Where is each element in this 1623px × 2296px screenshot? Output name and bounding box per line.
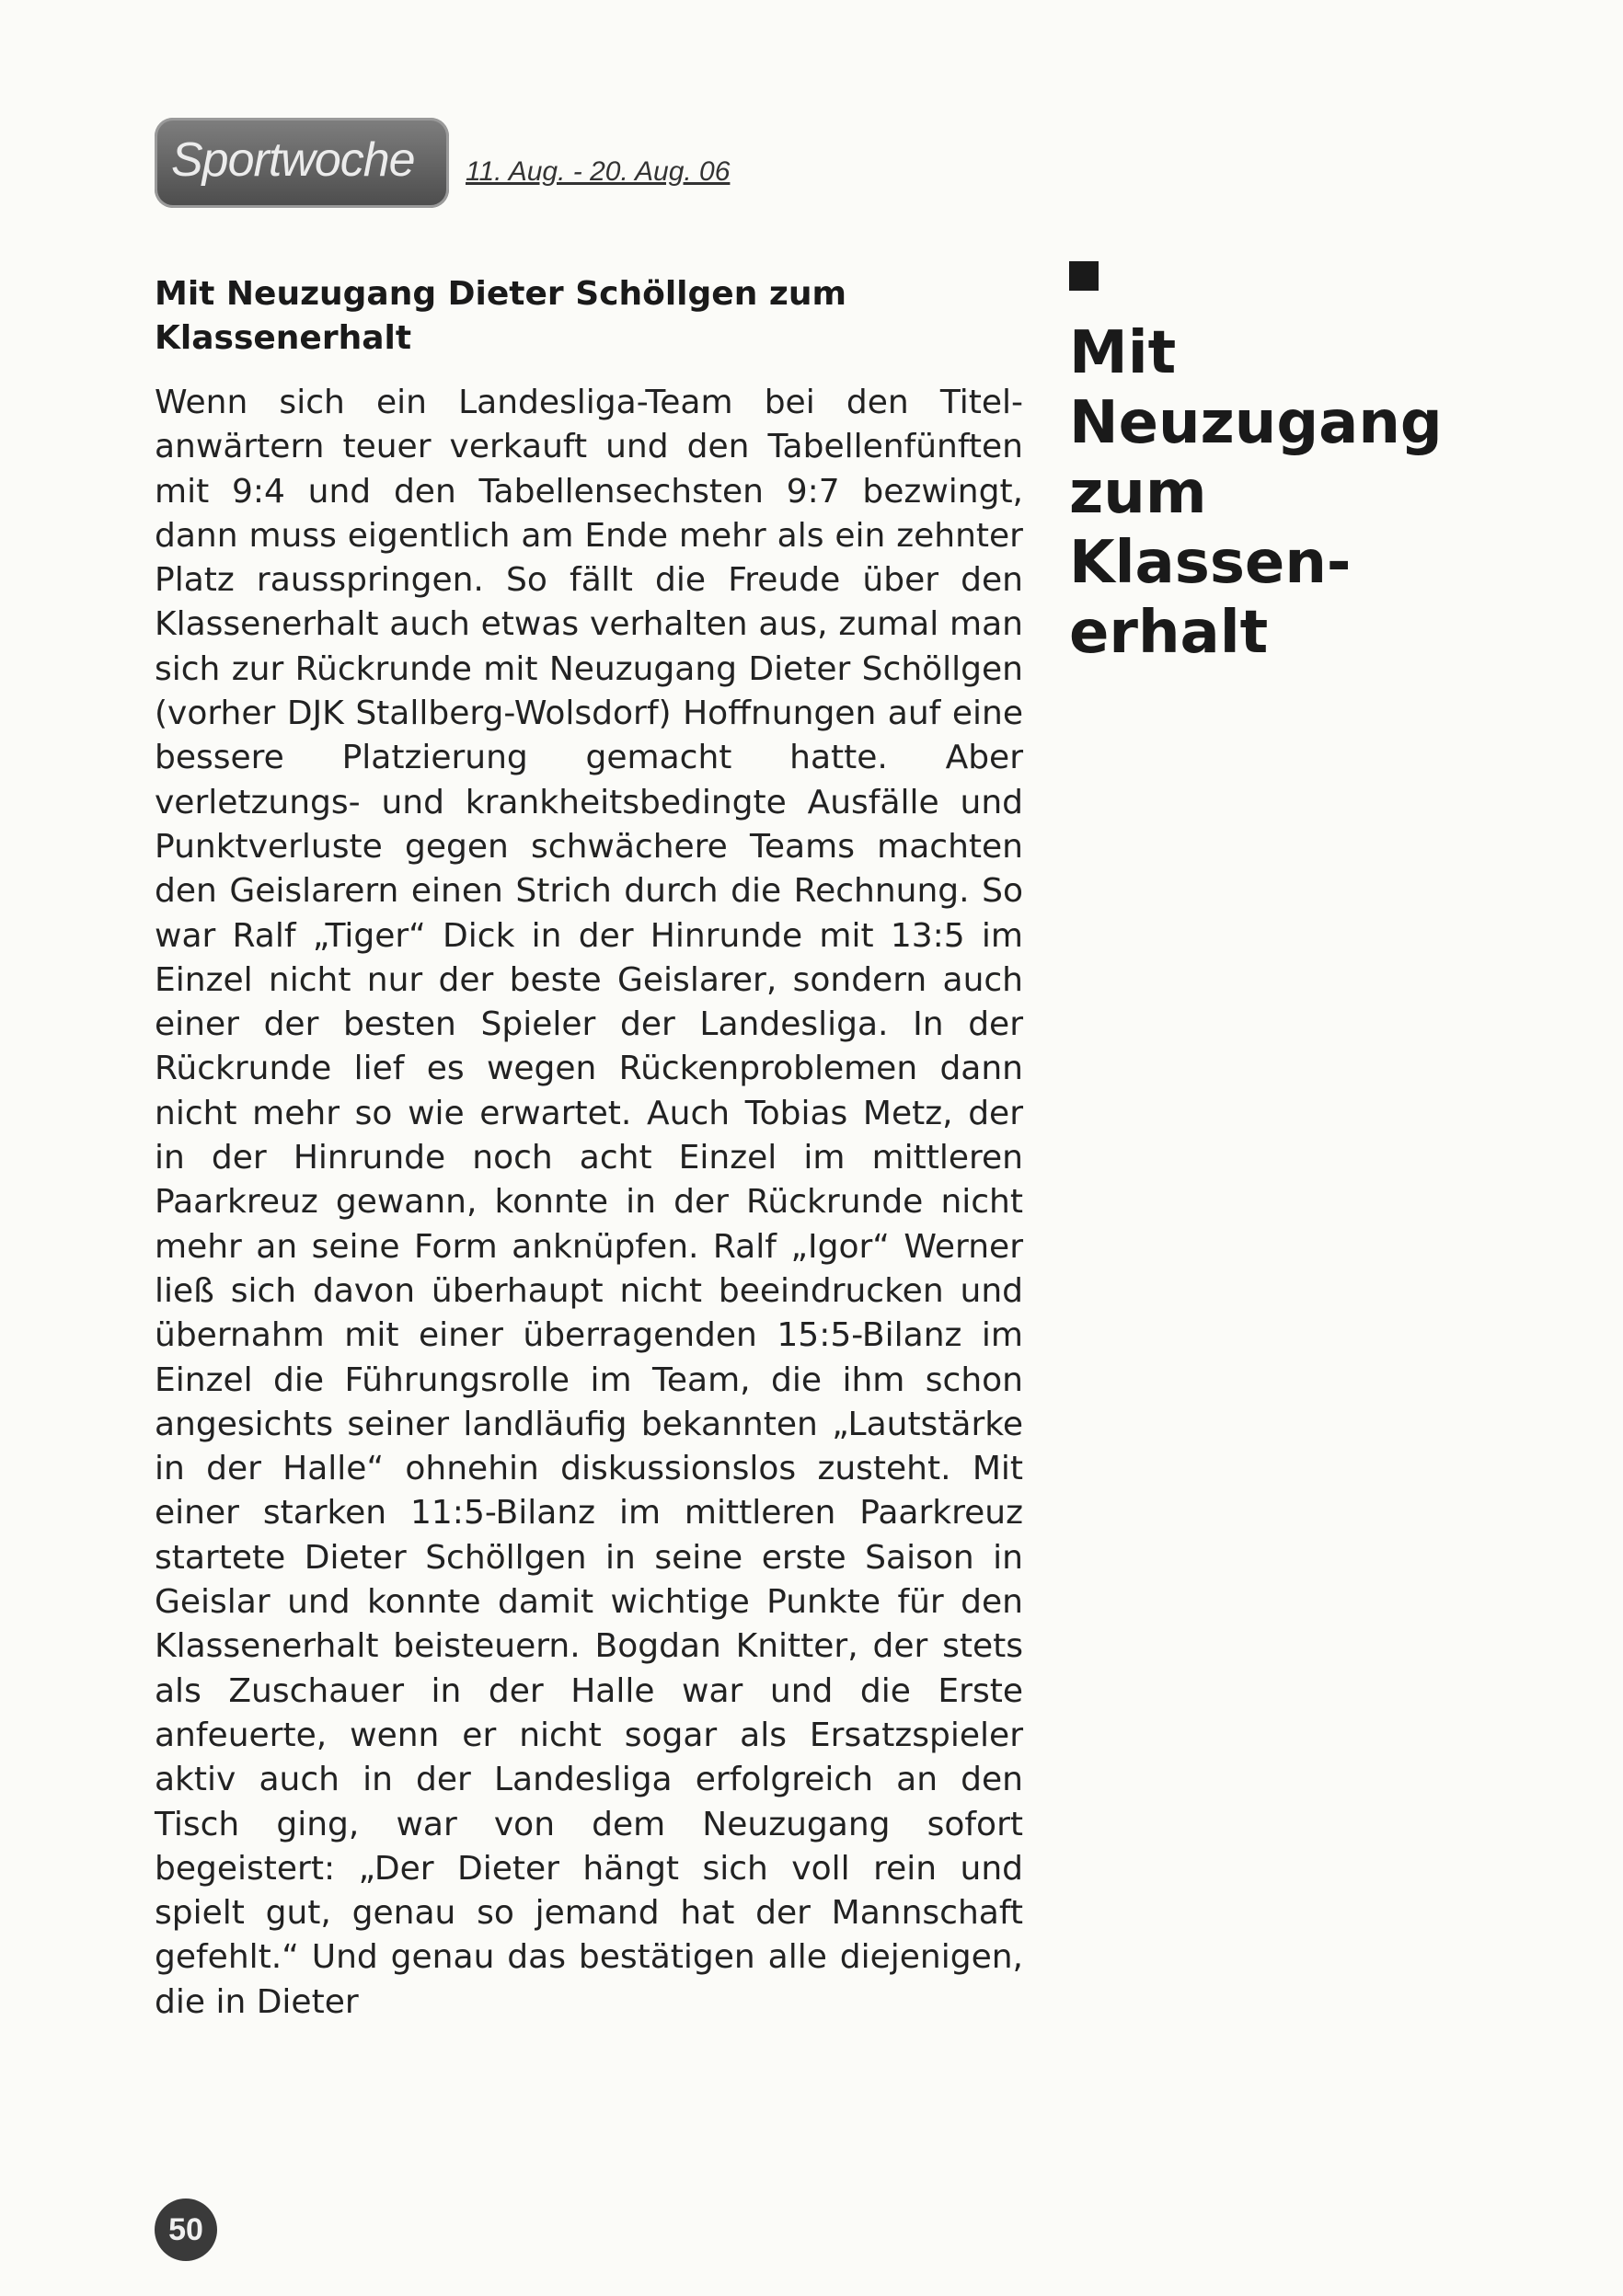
sidebar-title: Mit Neuzugang zum Klassen- erhalt xyxy=(1069,319,1443,667)
square-bullet-icon xyxy=(1069,261,1099,291)
date-range: 11. Aug. - 20. Aug. 06 xyxy=(466,156,731,187)
section-badge xyxy=(155,118,449,208)
page-number: 50 xyxy=(155,2198,217,2261)
section-label: Sportwoche xyxy=(171,133,415,187)
article-body: Wenn sich ein Landesliga-Team bei den Titelanwärtern teuer verkauft und den Tabellenfünften mit 9:4 und den Tabellensechsten 9:7 bezwingt, dann muss eigentlich am Ende mehr als ein zehnter Platz rausspringen. So fällt die Freude über den Klassenerhalt auch etwas verhalten aus, zumal man sich zur Rückrunde mit Neuzugang Dieter Schöllgen (vorher DJK Stallberg-Wolsdorf) Hoffnungen auf eine bessere Platzierung gemacht hatte. Aber verletzungs- und krankheitsbedingte Ausfälle und Punktverluste gegen schwächere Teams machten den Geislarern einen Strich durch die Rechnung. So war Ralf „Tiger“ Dick in der Hinrunde mit 13:5 im Einzel nicht nur der beste Geislarer, sondern auch einer der besten Spieler der Landesliga. In der Rückrunde lief es wegen Rückenproblemen dann nicht mehr so wie erwartet. Auch Tobias Metz, der in der Hinrunde noch acht Einzel im mittleren Paarkreuz gewann, konnte in der Rückrunde nicht mehr an seine Form anknüpfen. Ralf „Igor“ Werner ließ sich davon überhaupt nicht beeindrucken und übernahm mit einer überragenden 15:5-Bilanz im Einzel die Führungsrolle im Team, die ihm schon angesichts seiner landläufig bekannten „Lautstärke in der Halle“ ohnehin diskussionslos zusteht. Mit einer starken 11:5-Bilanz im mittleren Paarkreuz startete Dieter Schöllgen in seine erste Saison in Geislar und konnte damit wichtige Punkte für den Klassenerhalt beisteuern. Bogdan Knitter, der stets als Zuschauer in der Halle war und die Erste anfeuerte, wenn er nicht sogar als Ersatzspieler aktiv auch in der Landesliga erfolgreich an den Tisch ging, war von dem Neuzugang sofort begeistert: „Der Dieter hängt sich voll rein und spielt gut, genau so jemand hat der Mannschaft gefehlt.“ Und genau das bestätigen alle diejenigen, die in Dieter xyxy=(155,384,1023,2021)
sidebar-headline xyxy=(1069,261,1584,668)
article-title: Mit Neuzugang Dieter Schöllgen zum Klassenerhalt xyxy=(155,275,846,358)
